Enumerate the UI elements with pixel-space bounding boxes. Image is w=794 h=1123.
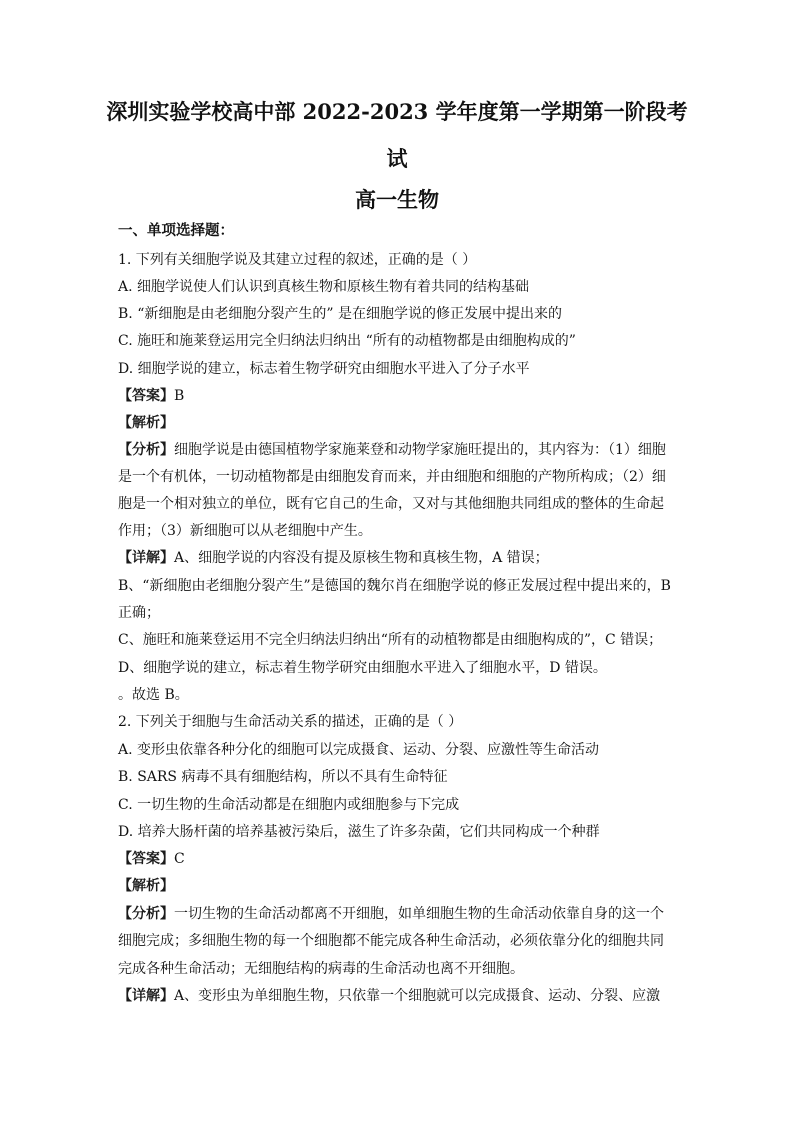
question-1-fenxi-line (118, 440, 678, 460)
question-2-fenxi-line: 细胞完成；多细胞生物的每一个细胞都不能完成各种生命活动，必须依靠分化的细胞共同 (118, 933, 664, 949)
question-2-fenxi-line: 完成各种生命活动；无细胞结构的病毒的生命活动也离不开细胞。 (118, 961, 524, 977)
answer-tag: 【答案】 (118, 388, 174, 404)
analysis-tag: 【解析】 (118, 878, 174, 894)
answer-tag: 【答案】 (118, 851, 174, 867)
question-1-xiangjie-line: D、细胞学说的建立，标志着生物学研究由细胞水平进入了细胞水平，D 错误。 (118, 660, 607, 676)
question-1-stem: 1. 下列有关细胞学说及其建立过程的叙述，正确的是（ ） (118, 252, 477, 268)
question-2-option-d: D. 培养大肠杆菌的培养基被污染后，滋生了许多杂菌，它们共同构成一个种群 (118, 824, 600, 840)
xiangjie-text: A、细胞学说的内容没有提及原核生物和真核生物，A 错误； (174, 550, 549, 566)
question-1-xiangjie-line (118, 548, 678, 568)
document-title: 深圳实验学校高中部 2022-2023 学年度第一学期第一阶段考 (106, 99, 688, 124)
question-1-option-a: A. 细胞学说使人们认识到真核生物和原核生物有着共同的结构基础 (118, 279, 530, 295)
answer-value: B (174, 388, 185, 404)
fenxi-text: 细胞学说是由德国植物学家施莱登和动物学家施旺提出的，其内容为：（1）细胞 (174, 442, 666, 458)
xiangjie-tag: 【详解】 (118, 988, 174, 1004)
question-1-fenxi-line: 胞是一个相对独立的单位，既有它自己的生命，又对与其他细胞共同组成的整体的生命起 (118, 496, 664, 512)
document-title-continued: 试 (386, 146, 408, 171)
question-1-analysis-tag (118, 413, 678, 433)
document-subtitle: 高一生物 (355, 187, 439, 212)
question-1-xiangjie-line: B、“新细胞由老细胞分裂产生”是德国的魏尔肖在细胞学说的修正发展过程中提出来的，B (118, 578, 671, 594)
question-1-fenxi-line: 是一个有机体，一切动植物都是由细胞发育而来，并由细胞和细胞的产物所构成；（2）细 (118, 469, 666, 485)
fenxi-tag: 【分析】 (118, 906, 174, 922)
fenxi-text: 一切生物的生命活动都离不开细胞，如单细胞生物的生命活动依靠自身的这一个 (174, 906, 664, 922)
question-2-fenxi-line (118, 904, 678, 924)
analysis-tag: 【解析】 (118, 415, 174, 431)
question-2-option-a: A. 变形虫依靠各种分化的细胞可以完成摄食、运动、分裂、应激性等生命活动 (118, 742, 600, 758)
question-2-option-b: B. SARS 病毒不具有细胞结构，所以不具有生命特征 (118, 769, 448, 785)
xiangjie-text: A、变形虫为单细胞生物，只依靠一个细胞就可以完成摄食、运动、分裂、应激 (174, 988, 661, 1004)
question-1-xiangjie-line: 。故选 B。 (118, 687, 189, 703)
answer-value: C (174, 851, 185, 867)
question-2-option-c: C. 一切生物的生命活动都是在细胞内或细胞参与下完成 (118, 797, 460, 813)
question-2-stem: 2. 下列关于细胞与生命活动关系的描述，正确的是（ ） (118, 714, 463, 730)
question-1-fenxi-line: 作用；（3）新细胞可以从老细胞中产生。 (118, 523, 372, 539)
question-1-xiangjie-line: C、施旺和施莱登运用不完全归纳法归纳出“所有的动植物都是由细胞构成的”，C 错误； (118, 632, 663, 648)
question-1-option-d: D. 细胞学说的建立，标志着生物学研究由细胞水平进入了分子水平 (118, 361, 530, 377)
question-2-answer (118, 849, 678, 869)
xiangjie-tag: 【详解】 (118, 550, 174, 566)
question-2-analysis-tag (118, 876, 678, 896)
question-1-xiangjie-line: 正确； (118, 605, 160, 621)
question-1-option-c: C. 施旺和施莱登运用完全归纳法归纳出 “所有的动植物都是由细胞构成的” (118, 333, 576, 349)
question-1-option-b: B. “新细胞是由老细胞分裂产生的” 是在细胞学说的修正发展中提出来的 (118, 306, 562, 322)
section-heading: 一、单项选择题： (118, 222, 234, 239)
fenxi-tag: 【分析】 (118, 442, 174, 458)
question-1-answer (118, 386, 678, 406)
question-2-xiangjie-line (118, 986, 678, 1006)
